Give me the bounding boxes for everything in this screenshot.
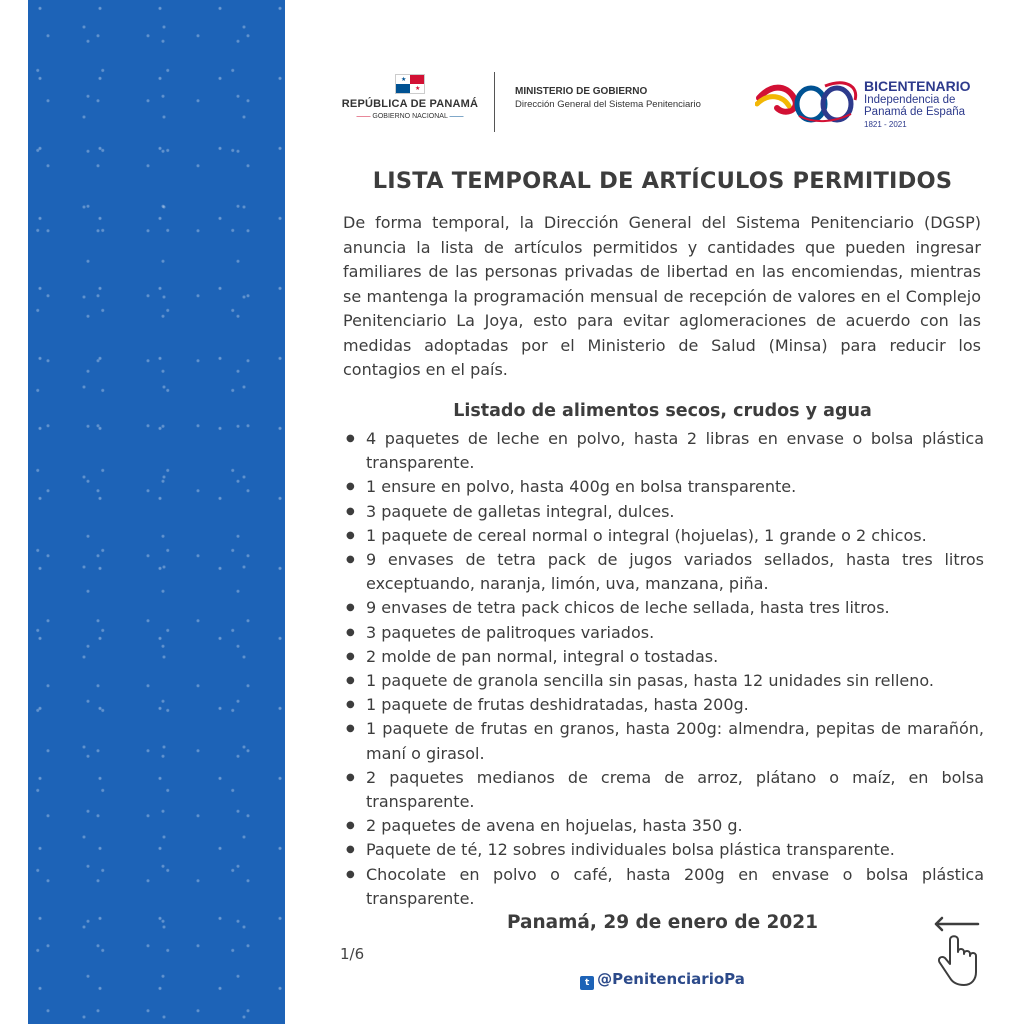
list-heading: Listado de alimentos secos, crudos y agua — [453, 401, 872, 421]
list-item: ● 3 paquetes de palitroques variados. — [366, 621, 984, 645]
panama-flag-icon: ★ ★ — [395, 74, 425, 94]
bicentenario-years: 1821 - 2021 — [864, 120, 907, 129]
page-indicator: 1/6 — [340, 945, 365, 963]
header — [340, 72, 990, 142]
social-handle[interactable] — [340, 970, 985, 990]
bicentenario-logo-icon — [755, 76, 861, 126]
list-item: ● 1 paquete de granola sencilla sin pasas, hasta 12 unidades sin relleno. — [366, 669, 984, 693]
swipe-hand-icon — [928, 912, 984, 988]
header-divider — [494, 72, 495, 132]
list-item: ● 1 paquete de cereal normal o integral (hojuelas), 1 grande o 2 chicos. — [366, 524, 984, 548]
page-title: LISTA TEMPORAL DE ARTÍCULOS PERMITIDOS — [372, 168, 953, 194]
bicentenario-text — [864, 79, 971, 129]
list-item: ● 1 ensure en polvo, hasta 400g en bolsa transparente. — [366, 475, 984, 499]
ministry-dept: Dirección General del Sistema Penitenciario — [515, 99, 701, 110]
items-list — [366, 427, 984, 911]
ministry-name: MINISTERIO DE GOBIERNO — [515, 86, 648, 97]
list-item: ● Paquete de té, 12 sobres individuales bolsa plástica transparente. — [366, 838, 984, 862]
list-item: ● 2 molde de pan normal, integral o tostadas. — [366, 645, 984, 669]
intro-paragraph: De forma temporal, la Dirección General del Sistema Penitenciario (DGSP) anuncia la lista de artículos permitidos y cantidades que pueden ingresar familiares de las personas privadas de libertad en las encomiendas, mientras se mantenga la programación mensual de recepción de valores en el Complejo Penitenciario La Joya, esto para evitar aglomeraciones de acuerdo con las medidas adoptadas por el Ministerio de Salud (Minsa) para reducir los contagios en el país. — [343, 213, 981, 379]
gov-logo — [340, 74, 480, 120]
list-item: ● 9 envases de tetra pack chicos de leche sellada, hasta tres litros. — [366, 596, 984, 620]
bicentenario-line2: Panamá de España — [864, 106, 966, 118]
list-item: ● 1 paquete de frutas deshidratadas, hasta 200g. — [366, 693, 984, 717]
date-line: Panamá, 29 de enero de 2021 — [506, 912, 819, 933]
list-item: ● 2 paquetes de avena en hojuelas, hasta 350 g. — [366, 814, 984, 838]
gov-sub-label: GOBIERNO NACIONAL — [372, 113, 448, 120]
list-item: ● 4 paquetes de leche en polvo, hasta 2 libras en envase o bolsa plástica transparente. — [366, 427, 984, 475]
twitter-icon: t — [580, 976, 594, 990]
left-blue-panel — [28, 0, 285, 1024]
list-item: ● 9 envases de tetra pack de jugos variados sellados, hasta tres litros exceptuando, naranja, limón, uva, manzana, piña. — [366, 548, 984, 596]
gov-sub: —— GOBIERNO NACIONAL —— — [356, 113, 464, 120]
social-handle-text: @PenitenciarioPa — [597, 970, 745, 988]
list-item: ● 2 paquetes medianos de crema de arroz, plátano o maíz, en bolsa transparente. — [366, 766, 984, 814]
list-item: ● 1 paquete de frutas en granos, hasta 200g: almendra, pepitas de marañón, maní o girasol. — [366, 717, 984, 765]
ministry-block — [515, 86, 701, 110]
gov-name: REPÚBLICA DE PANAMÁ — [341, 98, 479, 110]
list-item: ● 3 paquete de galletas integral, dulces. — [366, 500, 984, 524]
bicentenario-line1: Independencia de — [864, 94, 956, 106]
bicentenario-title: BICENTENARIO — [864, 78, 971, 94]
list-item: ● Chocolate en polvo o café, hasta 200g en envase o bolsa plástica transparente. — [366, 863, 984, 911]
